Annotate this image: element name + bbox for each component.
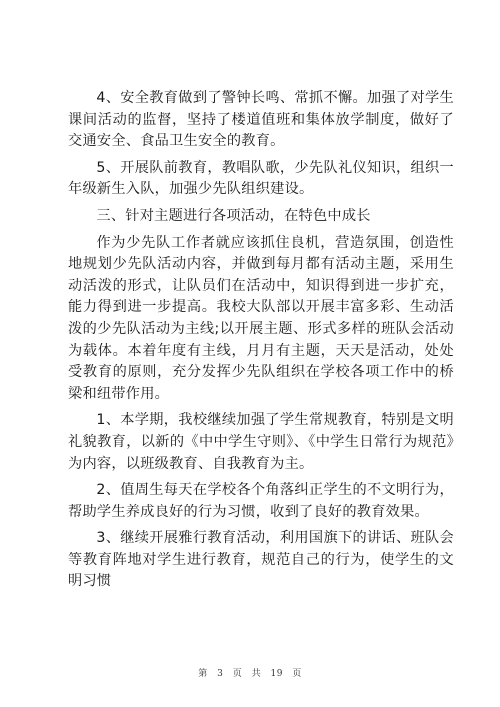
paragraph-duty-students: 2、值周生每天在学校各个角落纠正学生的不文明行为，帮助学生养成良好的行为习惯，收到了良好的教育效果。 <box>68 482 454 520</box>
document-body <box>68 88 454 593</box>
paragraph-routine-education: 1、本学期，我校继续加强了学生常规教育，特别是文明礼貌教育，以新的《中中学生守则》、《中学生日常行为规范》为内容，以班级教育、自我教育为主。 <box>68 412 454 472</box>
footer-gong: 共 <box>251 669 262 679</box>
footer-page-number: 3 <box>217 669 224 679</box>
paragraph-pre-team-education: 5、开展队前教育，教唱队歌，少先队礼仪知识，组织一年级新生入队，加强少先队组织建设。 <box>68 159 454 198</box>
section-heading-theme-activities: 三、针对主题进行各项活动，在特色中成长 <box>96 207 371 224</box>
paragraph-pioneer-work: 作为少先队工作者就应该抓住良机，营造氛围，创造性地规划少先队活动内容，并做到每月都有活动主题，采用生动活泼的形式，让队员们在活动中，知识得到进一步扩充，能力得到进一步提高。我校大队部以开展丰富多彩、生动活泼的少先队活动为主线;以开展主题、形式多样的班队会活动为载体。本着年度有主线，月月有主题，天天是活动，处处受教育的原则，充分发挥少先队组织在学校各项工作中的桥梁和纽带作用。 <box>68 234 454 402</box>
footer-total-pages: 19 <box>270 669 283 679</box>
footer-ye2: 页 <box>292 669 302 679</box>
page-footer <box>0 666 500 679</box>
footer-di: 第 <box>198 669 208 679</box>
paragraph-safety-education: 4、安全教育做到了警钟长鸣、常抓不懈。加强了对学生课间活动的监督，坚持了楼道值班和集体放学制度，做好了交通安全、食品卫生安全的教育。 <box>68 90 454 150</box>
paragraph-elegant-behavior: 3、继续开展雅行教育活动，利用国旗下的讲话、班队会等教育阵地对学生进行教育，规范自己的行为，使学生的文明习惯 <box>68 530 454 590</box>
footer-ye: 页 <box>232 669 243 679</box>
